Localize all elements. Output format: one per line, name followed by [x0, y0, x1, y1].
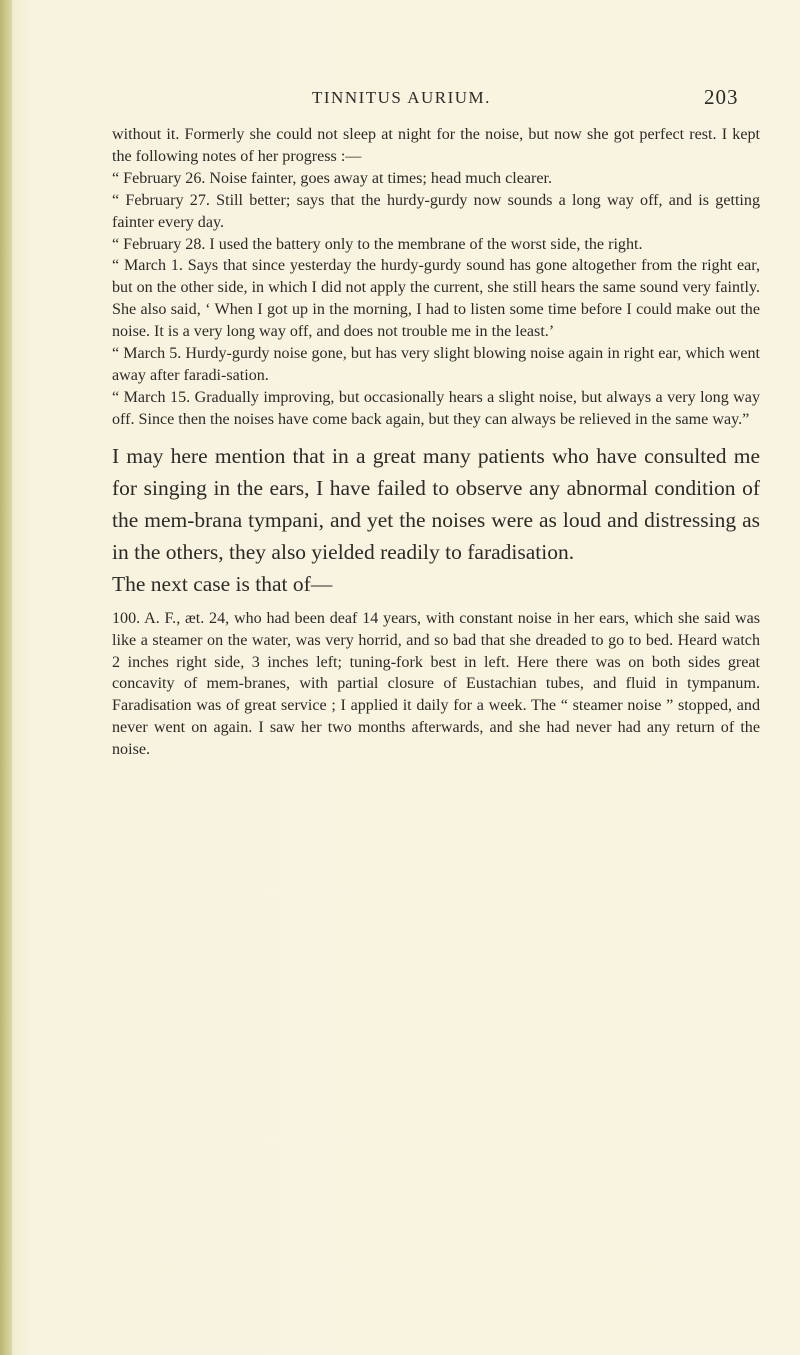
page-body: [112, 124, 760, 761]
paragraph-next-case: The next case is that of—: [112, 571, 333, 596]
running-title: TINNITUS AURIUM.: [312, 88, 491, 107]
note-february-26: “ February 26. Noise fainter, goes away at times; head much clearer.: [112, 169, 552, 187]
note-march-15: “ March 15. Gradually improving, but occasionally hears a slight noise, but always a very long way off. Since then the noises have come back again, but they can always be relieved in the same way.”: [112, 388, 760, 428]
note-february-27: “ February 27. Still better; says that the hurdy-gurdy now sounds a long way off, and is getting fainter every day.: [112, 191, 760, 231]
page-header: [0, 85, 800, 118]
note-march-1: “ March 1. Says that since yesterday the hurdy-gurdy sound has gone altogether from the right ear, but on the other side, in which I did not apply the current, she still hears the same sound very faintly. She also said, ‘ When I got up in the morning, I had to listen some time before I could make out the noise. It is a very long way off, and does not trouble me in the least.’: [112, 257, 760, 341]
paragraph-continuation: without it. Formerly she could not sleep at night for the noise, but now she got perfect rest. I kept the following notes of her progress :—: [112, 126, 760, 165]
page-number: 203: [704, 85, 739, 109]
case-100: 100. A. F., æt. 24, who had been deaf 14 years, with constant noise in her ears, which she said was like a steamer on the water, was very horrid, and so bad that she dreaded to go to bed. Heard watch 2 inches right side, 3 inches left; tuning-fork best in left. Here there was on both sides great concavity of mem-branes, with partial closure of Eustachian tubes, and fluid in tympanum. Faradisation was of great service ; I applied it daily for a week. The “ steamer noise ” stopped, and never went on again. I saw her two months afterwards, and she had never had any return of the noise.: [112, 609, 760, 759]
paragraph-mention: I may here mention that in a great many patients who have consulted me for singing in the ears, I have failed to observe any abnormal condition of the mem-brana tympani, and yet the noises were as loud and distressing as in the others, they also yielded readily to faradisation.: [112, 443, 760, 564]
note-march-5: “ March 5. Hurdy-gurdy noise gone, but has very slight blowing noise again in right ear, which went away after faradi-sation.: [112, 345, 760, 384]
note-february-28: “ February 28. I used the battery only to the membrane of the worst side, the right.: [112, 235, 643, 253]
page-spine-shadow: [0, 0, 12, 1355]
